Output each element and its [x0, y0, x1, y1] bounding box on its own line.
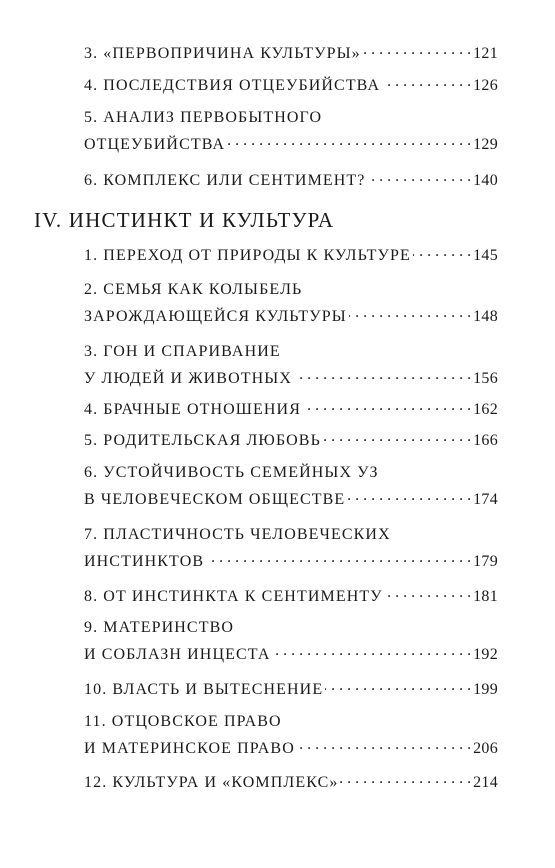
- toc-entry-title: 4. ПОСЛЕДСТВИЯ ОТЦЕУБИЙСТВА: [84, 77, 381, 94]
- toc-entry-title-continued: И СОБЛАЗН ИНЦЕСТА: [84, 646, 271, 663]
- toc-entry: [84, 396, 498, 423]
- toc-entry: [84, 276, 498, 330]
- dot-leader: [227, 133, 471, 149]
- dot-leader: [413, 244, 471, 260]
- toc-entry: [84, 521, 498, 575]
- toc-entry: [84, 40, 498, 67]
- dot-leader: [368, 169, 472, 185]
- dot-leader: [294, 367, 471, 383]
- toc-entry-title-continued: И МАТЕРИНСКОЕ ПРАВО: [84, 740, 295, 757]
- dot-leader: [206, 550, 471, 566]
- dot-leader: [347, 488, 471, 504]
- toc-entry-page: 162: [473, 401, 498, 418]
- toc-entry-title: 5. АНАЛИЗ ПЕРВОБЫТНОГО: [84, 109, 323, 126]
- dot-leader: [273, 643, 472, 659]
- toc-entry-title: 2. СЕМЬЯ КАК КОЛЫБЕЛЬ: [84, 281, 303, 298]
- toc-entry: [84, 104, 498, 158]
- dot-leader: [303, 398, 471, 414]
- toc-entry-page: 126: [473, 77, 498, 94]
- toc-entry-title-continued: ЗАРОЖДАЮЩЕЙСЯ КУЛЬТУРЫ: [84, 308, 347, 325]
- dot-leader: [363, 42, 471, 58]
- toc-entry-title-continued: ИНСТИНКТОВ: [84, 553, 205, 570]
- toc-entry-page: 148: [473, 308, 498, 325]
- toc-entry: [84, 72, 498, 99]
- dot-leader: [382, 74, 471, 90]
- toc-entry-page: 214: [473, 774, 498, 791]
- toc-entry-page: 156: [473, 370, 498, 387]
- toc-entry: [84, 459, 498, 513]
- toc-entry-page: 192: [473, 646, 498, 663]
- toc-entry: [84, 167, 498, 194]
- toc-entry-page: 206: [473, 740, 498, 757]
- toc-entry-page: 121: [473, 45, 498, 62]
- toc-entry-title: 8. ОТ ИНСТИНКТА К СЕНТИМЕНТУ: [84, 588, 383, 605]
- toc-entry: [84, 769, 498, 796]
- toc-entry-title: 3. «ПЕРВОПРИЧИНА КУЛЬТУРЫ»: [84, 45, 361, 62]
- toc-entry-title: 6. КОМПЛЕКС ИЛИ СЕНТИМЕНТ?: [84, 172, 366, 189]
- dot-leader: [340, 771, 471, 787]
- toc-entry: [84, 338, 498, 392]
- toc-entry-title-continued: ОТЦЕУБИЙСТВА: [84, 136, 226, 153]
- toc-entry-title: 11. ОТЦОВСКОЕ ПРАВО: [84, 713, 282, 730]
- toc-entry-title: 3. ГОН И СПАРИВАНИЕ: [84, 343, 281, 360]
- toc-entry: [84, 708, 498, 762]
- toc-entry: [84, 676, 498, 703]
- toc-entry-title: 4. БРАЧНЫЕ ОТНОШЕНИЯ: [84, 401, 301, 418]
- toc-entry-page: 140: [473, 172, 498, 189]
- toc-entry-page: 181: [473, 588, 498, 605]
- toc-entry-title: 1. ПЕРЕХОД ОТ ПРИРОДЫ К КУЛЬТУРЕ: [84, 247, 411, 264]
- toc-entry-page: 145: [473, 247, 498, 264]
- toc-entry-title: 5. РОДИТЕЛЬСКАЯ ЛЮБОВЬ: [84, 432, 321, 449]
- toc-entry-title: 12. КУЛЬТУРА И «КОМПЛЕКС»: [84, 774, 339, 791]
- section-heading: IV. ИНСТИНКТ И КУЛЬТУРА: [34, 208, 335, 232]
- dot-leader: [385, 585, 471, 601]
- toc-entry-title: 9. МАТЕРИНСТВО: [84, 619, 235, 636]
- toc-entry-title-continued: У ЛЮДЕЙ И ЖИВОТНЫХ: [84, 370, 292, 387]
- toc-entry: [84, 242, 498, 269]
- toc-entry-page: 199: [473, 681, 498, 698]
- toc-entry-title: 7. ПЛАСТИЧНОСТЬ ЧЕЛОВЕЧЕСКИХ: [84, 526, 391, 543]
- toc-entry-page: 179: [473, 553, 498, 570]
- dot-leader: [297, 737, 471, 753]
- toc-entry-page: 166: [473, 432, 498, 449]
- toc-entry: [84, 427, 498, 454]
- toc-entry-title: 10. ВЛАСТЬ И ВЫТЕСНЕНИЕ: [84, 681, 324, 698]
- toc-entry-title-continued: В ЧЕЛОВЕЧЕСКОМ ОБЩЕСТВЕ: [84, 491, 346, 508]
- toc-entry-page: 174: [473, 491, 498, 508]
- toc-entry-page: 129: [473, 136, 498, 153]
- dot-leader: [349, 305, 471, 321]
- toc-entry: [84, 614, 498, 668]
- toc-entry: [84, 583, 498, 610]
- dot-leader: [323, 429, 471, 445]
- dot-leader: [325, 678, 471, 694]
- toc-entry-title: 6. УСТОЙЧИВОСТЬ СЕМЕЙНЫХ УЗ: [84, 464, 379, 481]
